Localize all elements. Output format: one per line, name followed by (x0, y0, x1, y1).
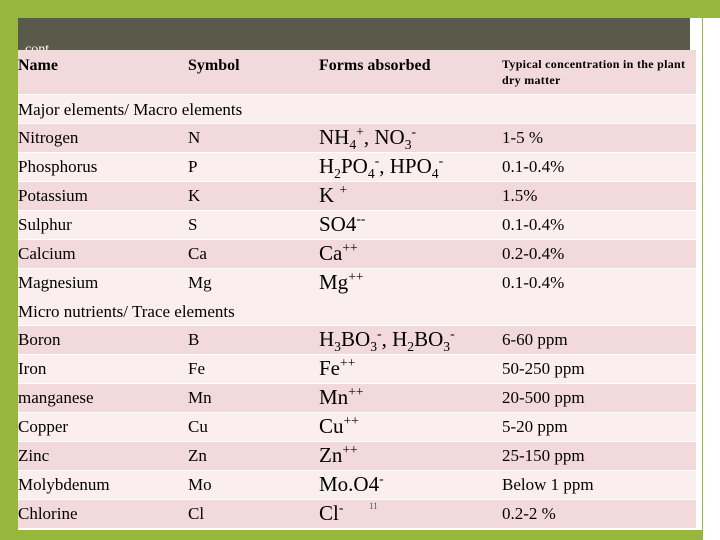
concentration-value: 6-60 ppm (502, 330, 568, 349)
table-row (18, 124, 696, 153)
absorbed-form: $H_2PO_4^-$, $HPO_4^-$ (319, 153, 444, 182)
table-row (18, 269, 696, 298)
element-symbol: Mo (188, 475, 212, 494)
element-symbol: B (188, 330, 200, 349)
element-name: Molybdenum (18, 475, 110, 494)
header-concentration: Typical concentration in the plant dry matter (502, 57, 686, 87)
element-name: Chlorine (18, 504, 78, 523)
header-name: Name (18, 57, 58, 74)
table-row (18, 500, 696, 529)
concentration-value: 0.2-2 % (502, 504, 556, 523)
element-name: Potassium (18, 186, 88, 205)
element-symbol: P (188, 157, 198, 176)
element-name: manganese (18, 388, 94, 407)
element-symbol: Ca (188, 244, 207, 263)
element-symbol: Cu (188, 417, 208, 436)
table-row (18, 355, 696, 384)
concentration-value: 1-5 % (502, 128, 544, 147)
concentration-value: 25-150 ppm (502, 446, 585, 465)
table-row (18, 326, 696, 355)
element-symbol: Mg (188, 273, 212, 292)
header-forms: Forms absorbed (319, 57, 431, 74)
header-symbol: Symbol (188, 57, 240, 74)
concentration-value: 0.1-0.4% (502, 157, 565, 176)
absorbed-form: Fe++ (319, 355, 356, 380)
concentration-value: 50-250 ppm (502, 359, 585, 378)
section-row-micro (18, 297, 696, 326)
element-name: Calcium (18, 244, 76, 263)
section-row-major (18, 95, 696, 124)
element-symbol: Zn (188, 446, 207, 465)
element-name: Phosphorus (18, 157, 98, 176)
concentration-value: 0.1-0.4% (502, 273, 565, 292)
element-name: Iron (18, 359, 47, 378)
element-name: Magnesium (18, 273, 99, 292)
concentration-value: Below 1 ppm (502, 475, 594, 494)
table-row (18, 211, 696, 240)
absorbed-form: K + (319, 182, 348, 207)
element-name: Zinc (18, 446, 50, 465)
table-row (18, 413, 696, 442)
page-number: 11 (369, 501, 378, 511)
absorbed-form: Zn++ (319, 442, 358, 467)
absorbed-form: Mg++ (319, 269, 364, 294)
element-symbol: Mn (188, 388, 212, 407)
element-symbol: Cl (188, 504, 205, 523)
concentration-value: 0.2-0.4% (502, 244, 565, 263)
concentration-value: 5-20 ppm (502, 417, 568, 436)
table-row (18, 442, 696, 471)
absorbed-form: Mn++ (319, 384, 364, 409)
element-symbol: K (188, 186, 201, 205)
table-row (18, 182, 696, 211)
element-name: Nitrogen (18, 128, 79, 147)
concentration-value: 0.1-0.4% (502, 215, 565, 234)
slide-edge (703, 18, 720, 540)
title-band (18, 18, 690, 54)
absorbed-form: SO4-- (319, 211, 366, 236)
element-name: Copper (18, 417, 69, 436)
table-row (18, 153, 696, 182)
concentration-value: 20-500 ppm (502, 388, 585, 407)
absorbed-form: Mo.O4- (319, 471, 384, 496)
section-major-label: Major elements/ Macro elements (18, 100, 243, 119)
table-header-row (18, 50, 696, 95)
absorbed-form: $NH_4^+$, $NO_3^-$ (319, 124, 417, 153)
absorbed-form: $H_3BO_3^-$, $H_2BO_3^-$ (319, 326, 455, 355)
section-micro-label: Micro nutrients/ Trace elements (18, 302, 235, 321)
absorbed-form: Cu++ (319, 413, 359, 438)
concentration-value: 1.5% (502, 186, 538, 205)
element-name: Boron (18, 330, 61, 349)
absorbed-form: Cl- (319, 500, 344, 525)
element-symbol: S (188, 215, 198, 234)
table-row (18, 471, 696, 500)
table-row (18, 384, 696, 413)
element-symbol: Fe (188, 359, 205, 378)
element-name: Sulphur (18, 215, 72, 234)
absorbed-form: Ca++ (319, 240, 358, 265)
element-symbol: N (188, 128, 201, 147)
table-row (18, 240, 696, 269)
